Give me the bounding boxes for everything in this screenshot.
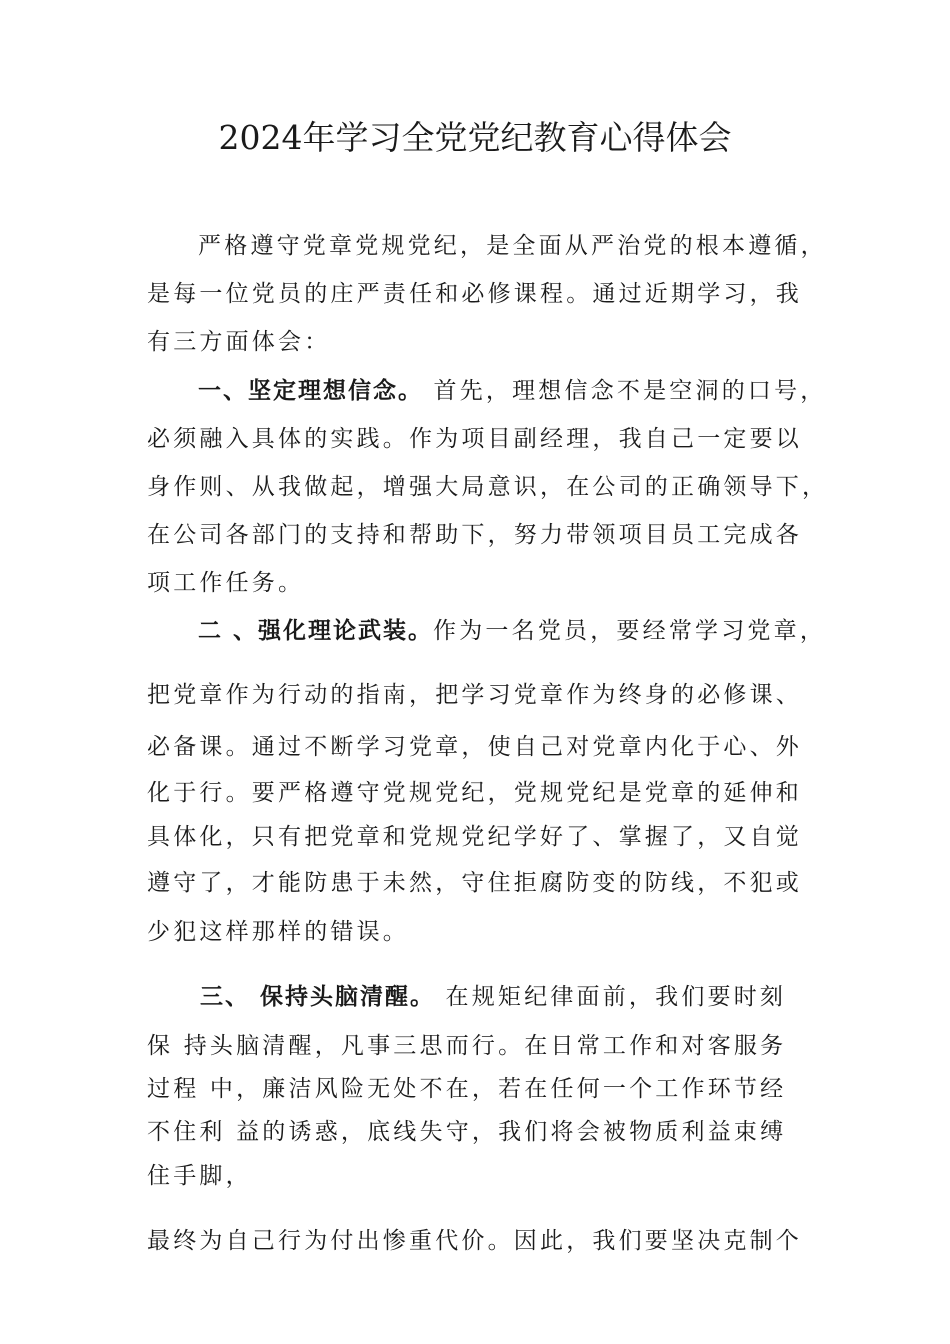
document-title: 2024年学习全党党纪教育心得体会 [218,118,732,157]
paragraph-line: 保 持头脑清醒，凡事三思而行。在日常工作和对客服务 [147,1033,787,1059]
paragraph-line: 住手脚， [147,1163,252,1189]
paragraph-line: 必须融入具体的实践。作为项目副经理，我自己一定要以 [147,426,802,452]
paragraph-line: 有三方面体会： [147,329,331,355]
section-heading: 二 、强化理论武装。 [198,617,434,644]
paragraph-line: 项工作任务。 [147,570,305,596]
paragraph-line: 不住利 益的诱惑，底线失守，我们将会被物质利益束缚 [147,1119,787,1145]
paragraph-line: 化于行。要严格遵守党规党纪，党规党纪是党章的延伸和 [147,780,802,806]
paragraph-line: 严格遵守党章党规党纪，是全面从严治党的根本遵循， [198,233,827,259]
paragraph-line: 必备课。通过不断学习党章，使自己对党章内化于心、外 [147,734,802,760]
paragraph-line: 具体化，只有把党章和党规党纪学好了、掌握了，又自觉 [147,824,802,850]
paragraph-line: 把党章作为行动的指南，把学习党章作为终身的必修课、 [147,682,802,708]
section-heading-line: 一、坚定理想信念。 首先，理想信念不是空洞的口号， [198,377,827,404]
section-heading-line: 二 、强化理论武装。作为一名党员，要经常学习党章， [198,617,827,644]
paragraph-line: 在公司各部门的支持和帮助下，努力带领项目员工完成各 [147,522,802,548]
paragraph-line: 是每一位党员的庄严责任和必修课程。通过近期学习，我 [147,281,802,307]
section-heading-line: 三、 保持头脑清醒。 在规矩纪律面前，我们要时刻 [200,983,787,1010]
paragraph-line: 遵守了，才能防患于未然，守住拒腐防变的防线，不犯或 [147,870,802,896]
section-heading: 一、坚定理想信念。 [198,377,423,404]
paragraph-line: 最终为自己行为付出惨重代价。因此，我们要坚决克制个 [147,1228,802,1254]
section-heading: 三、 保持头脑清醒。 [200,983,436,1010]
paragraph-line: 少犯这样那样的错误。 [147,919,409,945]
paragraph-line: 过程 中，廉洁风险无处不在，若在任何一个工作环节经 [147,1076,787,1102]
paragraph-line: 身作则、从我做起，增强大局意识，在公司的正确领导下， [147,474,829,500]
